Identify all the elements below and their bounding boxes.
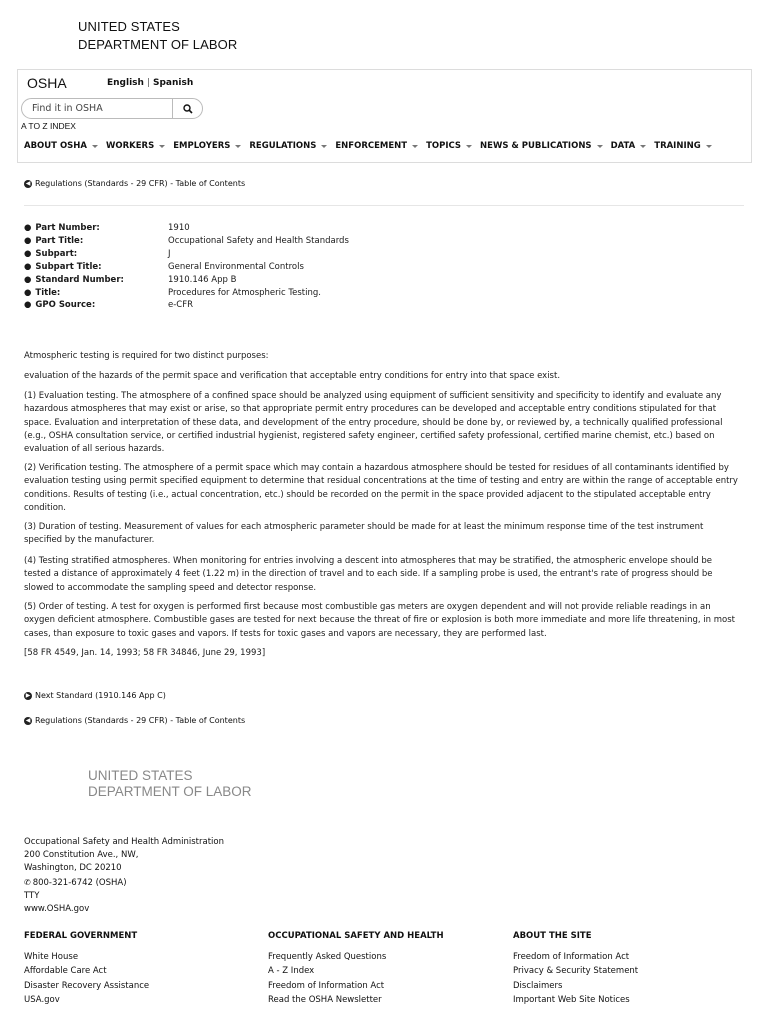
footer-col-about-site	[513, 929, 638, 1008]
paragraph-duration-testing: (3) Duration of testing. Measurement of values for each atmospheric parameter should be made for at least the minimum response time of the test instrument specified by the manufacturer.	[24, 522, 704, 546]
paragraph-purposes: evaluation of the hazards of the permit space and verification that acceptable entry conditions for entry into that space exist.	[24, 371, 561, 381]
footer-link[interactable]: Important Web Site Notices	[513, 995, 630, 1005]
toc-link-top[interactable]	[24, 179, 245, 188]
search-input[interactable]	[22, 99, 172, 118]
footer-link[interactable]: Disaster Recovery Assistance	[24, 980, 150, 991]
dol-logo-text[interactable]	[78, 18, 237, 54]
meta-key: Part Title:	[35, 235, 84, 246]
footer-col-federal-government	[24, 929, 149, 1008]
meta-key: Part Number:	[35, 223, 100, 233]
footer-link[interactable]: Read the OSHA Newsletter	[268, 995, 382, 1005]
a-to-z-index-link[interactable]: A TO Z INDEX	[21, 121, 76, 131]
meta-row: ● Subpart: J	[24, 248, 171, 259]
meta-key: Title:	[35, 287, 61, 298]
next-standard-link[interactable]	[24, 691, 166, 700]
language-switcher	[107, 78, 193, 88]
menu-label: EMPLOYERS	[173, 141, 231, 151]
phone-link[interactable]	[24, 876, 224, 890]
meta-row: ● Title: Procedures for Atmospheric Testing.	[24, 287, 321, 298]
paragraph-intro: Atmospheric testing is required for two distinct purposes:	[24, 351, 269, 361]
footer-dol-line-1: UNITED STATES	[88, 768, 193, 783]
arrow-right-circle-icon: ▶	[25, 691, 31, 699]
meta-value: 1910	[168, 223, 190, 233]
menu-news-publications[interactable]	[480, 141, 603, 151]
address-org: Occupational Safety and Health Administration	[24, 837, 224, 847]
osha-home-link[interactable]: OSHA	[27, 75, 67, 91]
tty-link[interactable]: TTY	[24, 890, 40, 901]
menu-label: TOPICS	[426, 141, 462, 151]
paragraph-verification-testing: (2) Verification testing. The atmosphere of a permit space which may contain a hazardous atmosphere should be tested for residues of all contaminants identified by evaluation testing using permit specified equipment to determine that residual concentrations at the time of testing and entry are within the range of acceptable entry conditions. Results of testing (i.e., actual concentration, etc.) should be recorded on the permit in the space provided adjacent to the stipulated acceptable entry condition.	[24, 463, 738, 513]
footer-link[interactable]: Privacy & Security Statement	[513, 966, 639, 976]
caret-down-icon	[597, 145, 603, 148]
footer-link[interactable]: White House	[24, 951, 79, 962]
menu-label: DATA	[610, 141, 636, 151]
menu-regulations[interactable]	[249, 141, 327, 151]
menu-label: ENFORCEMENT	[335, 141, 408, 151]
search-button[interactable]	[172, 98, 202, 119]
meta-value: e-CFR	[168, 300, 194, 311]
caret-down-icon	[412, 145, 418, 148]
caret-down-icon	[159, 145, 165, 148]
menu-label: ABOUT OSHA	[24, 141, 87, 151]
toc-link-label: Regulations (Standards - 29 CFR) - Table of Contents	[35, 716, 246, 725]
meta-row: ● Part Title: Occupational Safety and Health Standards	[24, 235, 349, 246]
footer-link[interactable]: USA.gov	[24, 995, 60, 1005]
caret-down-icon	[706, 145, 712, 148]
lang-english-link[interactable]: English	[107, 78, 144, 88]
footer-col-heading: FEDERAL GOVERNMENT	[24, 931, 138, 941]
meta-key: Standard Number:	[35, 274, 124, 285]
meta-key: GPO Source:	[35, 300, 96, 311]
footer-link[interactable]: Freedom of Information Act	[268, 980, 385, 991]
caret-down-icon	[321, 145, 327, 148]
footer-link[interactable]: A - Z Index	[268, 966, 315, 976]
lang-spanish-link[interactable]: Spanish	[152, 78, 194, 88]
menu-employers[interactable]	[173, 141, 241, 151]
footer-link[interactable]: Disclaimers	[513, 980, 563, 991]
footer-col-heading: OCCUPATIONAL SAFETY AND HEALTH	[268, 931, 444, 941]
search-box	[21, 98, 203, 119]
footer-dol-logo-text[interactable]	[88, 768, 252, 800]
address-street: 200 Constitution Ave., NW,	[24, 850, 139, 861]
menu-label: TRAINING	[654, 141, 701, 151]
footer-link[interactable]: Frequently Asked Questions	[268, 951, 387, 962]
toc-link-bottom[interactable]	[24, 716, 245, 725]
paragraph-order-testing: (5) Order of testing. A test for oxygen is performed first because most combustible gas meters are oxygen dependent and will not provide reliable readings in an oxygen deficient atmosphere. Combustible gases are tested for next because the threat of fire or explosion is both more immediate and more life threatening, in most cases, than exposure to toxic gases and vapors. If tests for toxic gases and vapors are necessary, they are performed last.	[24, 602, 735, 639]
address-city: Washington, DC 20210	[24, 863, 122, 874]
caret-down-icon	[640, 145, 646, 148]
menu-label: NEWS & PUBLICATIONS	[480, 141, 592, 151]
menu-label: WORKERS	[105, 141, 155, 151]
toc-link-label: Regulations (Standards - 29 CFR) - Table of Contents	[35, 179, 246, 188]
arrow-left-circle-icon: ◀	[25, 179, 31, 187]
federal-register-citation: [58 FR 4549, Jan. 14, 1993; 58 FR 34846, June 29, 1993]	[24, 648, 266, 658]
meta-row: ● GPO Source: e-CFR	[24, 300, 194, 311]
meta-row: ● Subpart Title: General Environmental Controls	[24, 261, 304, 272]
dol-line-2: DEPARTMENT OF LABOR	[78, 37, 238, 52]
meta-row: ● Standard Number: 1910.146 App B	[24, 274, 237, 285]
footer-col-osh	[268, 929, 444, 1008]
caret-down-icon	[92, 145, 98, 148]
phone-number: 800-321-6742 (OSHA)	[32, 877, 127, 888]
menu-enforcement[interactable]	[335, 141, 418, 151]
meta-value: Procedures for Atmospheric Testing.	[168, 287, 321, 298]
meta-value: J	[168, 248, 171, 259]
menu-topics[interactable]	[426, 141, 472, 151]
standard-metadata	[24, 222, 349, 312]
meta-value: Occupational Safety and Health Standards	[168, 235, 349, 246]
paragraph-evaluation-testing: (1) Evaluation testing. The atmosphere of a confined space should be analyzed using equipment of sufficient sensitivity and specificity to identify and evaluate any hazardous atmospheres that may exist or arise, so that appropriate permit entry procedures can be developed and acceptable entry conditions stipulated for that space. Evaluation and interpretation of these data, and development of the entry procedure, should be done by, or reviewed by, a technically qualified professional (e.g., OSHA consultation service, or certified industrial hygienist, registered safety engineer, certified safety professional, certified marine chemist, etc.) based on evaluation of all serious hazards.	[24, 391, 723, 455]
meta-row: ● Part Number: 1910	[24, 223, 190, 233]
lang-separator: |	[146, 78, 150, 88]
meta-value: General Environmental Controls	[168, 261, 304, 272]
menu-data[interactable]	[611, 141, 647, 151]
menu-training[interactable]	[654, 141, 711, 151]
menu-about-osha[interactable]	[24, 141, 98, 151]
arrow-left-circle-icon: ◀	[25, 716, 31, 724]
menu-label: REGULATIONS	[249, 141, 317, 151]
paragraph-stratified-atmospheres: (4) Testing stratified atmospheres. When monitoring for entries involving a descent into atmospheres that may be stratified, the atmospheric envelope should be tested a distance of approximately 4 feet (1.22 m) in the direction of travel and to each side. If a sampling probe is used, the entrant's rate of progress should be slowed to accommodate the sampling speed and detector response.	[24, 556, 713, 593]
menu-workers[interactable]	[106, 141, 165, 151]
footer-link[interactable]: Affordable Care Act	[24, 966, 107, 976]
divider	[24, 205, 744, 206]
search-icon	[183, 104, 193, 114]
main-menu	[24, 141, 720, 151]
dol-line-1: UNITED STATES	[78, 19, 180, 34]
meta-key: Subpart Title:	[35, 261, 102, 272]
next-standard-label: Next Standard (1910.146 App C)	[35, 691, 166, 700]
footer-link[interactable]: Freedom of Information Act	[513, 951, 630, 962]
meta-value: 1910.146 App B	[168, 274, 237, 285]
meta-key: Subpart:	[35, 248, 78, 259]
osha-website-link[interactable]: www.OSHA.gov	[24, 904, 90, 915]
phone-icon: ✆	[24, 877, 31, 887]
caret-down-icon	[235, 145, 241, 148]
footer-address	[24, 836, 224, 916]
footer-col-heading: ABOUT THE SITE	[513, 931, 592, 941]
footer-dol-line-2: DEPARTMENT OF LABOR	[88, 784, 252, 799]
caret-down-icon	[466, 145, 472, 148]
